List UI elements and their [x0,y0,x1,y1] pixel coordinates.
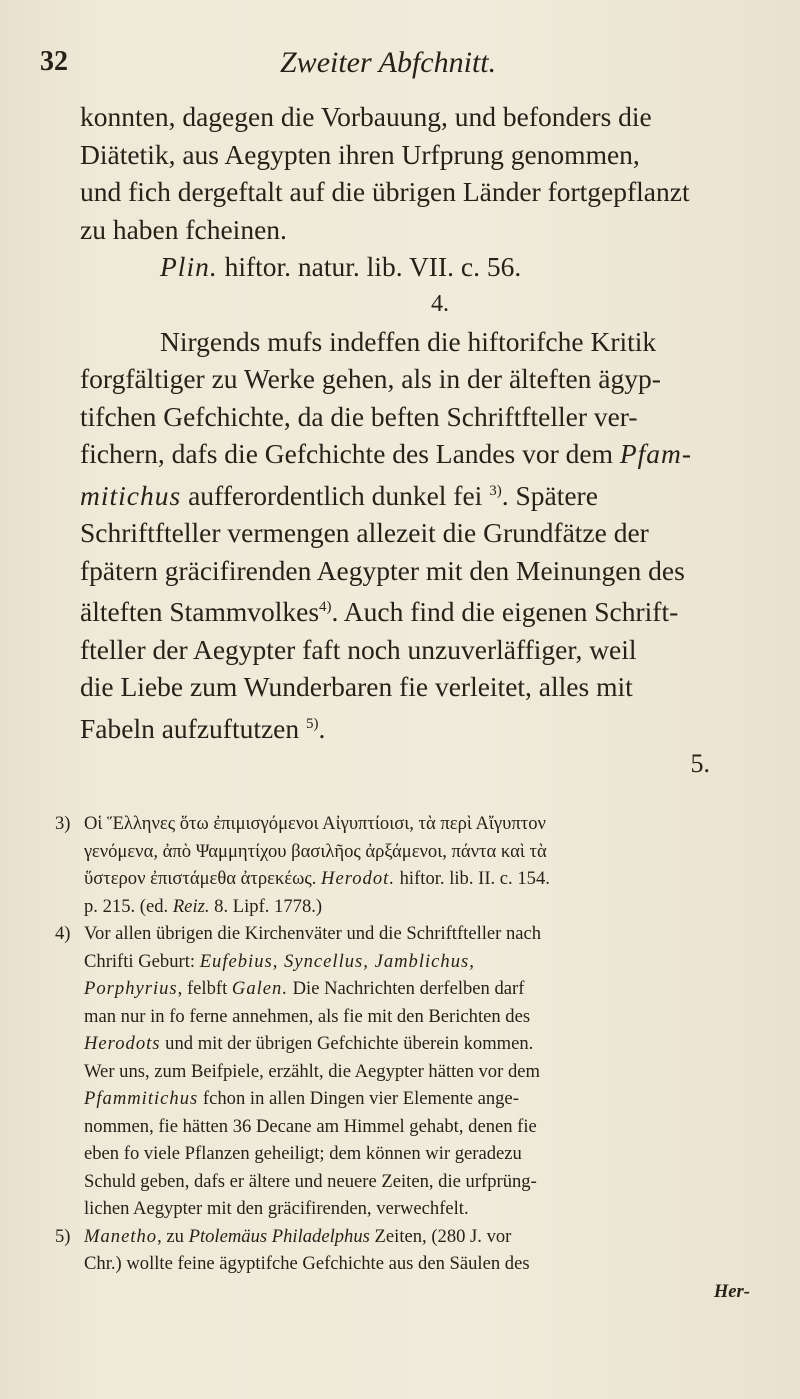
person-name: Pfammitichus [84,1088,199,1109]
text-line [80,473,760,515]
person-name: Ptolemäus Philadelphus [188,1225,370,1247]
text-span: . Spätere [501,479,598,511]
text-span: hiftor. lib. II. c. 154. [394,868,550,889]
text-line: Nirgends mufs indeffen die hiftorifche Kritik [160,325,657,357]
text-span: Vor allen übrigen die Kirchenväter und die Schriftfteller nach [84,923,542,944]
section-number-5: 5. [690,749,710,779]
footnote-3-line [55,810,765,838]
text-span: , zu [157,1225,189,1247]
footnote-ref-4: 4) [319,599,332,616]
footnote-4-line [55,1085,765,1113]
footnote-5-line [55,1223,765,1251]
text-span: . [318,712,326,744]
citation-rest: hiftor. natur. lib. VII. c. 56. [217,251,522,282]
author-names: Eufebius, Syncellus, Jamblichus, [199,950,475,972]
text-span: fichern, dafs die Gefchichte des Landes vor dem [80,438,620,469]
section-number-4: 4. [431,290,449,317]
footnote-label: 3) [55,813,71,834]
running-head: Zweiter Abfchnitt. [280,46,497,79]
text-span: p. 215. (ed. [84,895,173,917]
greek-text: ὕστερον ἐπιστάμεθα ἀτρεκέως. [84,868,322,889]
footnote-label: 5) [55,1225,71,1247]
text-span: fchon in allen Dingen vier Elemente ange- [198,1088,519,1109]
page-number: 32 [40,46,68,77]
page-header [40,46,760,86]
footnote-4-line [55,1030,765,1058]
text-span: Chrifti Geburt: [84,950,200,972]
footnote-3-line [55,865,765,893]
editor-name: Reiz. [172,895,210,917]
source-author: Herodot. [321,868,395,889]
text-span: aufferordentlich dunkel fei [181,479,490,511]
text-line: und fich dergeftalt auf die übrigen Länder fortgepflanzt [80,176,690,207]
text-span: , felbft [177,978,232,999]
footnote-4-line: lichen Aegypter mit den gräcifirenden, verwechfelt. [84,1198,469,1219]
text-line [80,706,760,748]
footnote-ref-3: 3) [489,482,502,499]
text-line: fteller der Aegypter faft noch unzuverläffiger, weil [80,633,637,665]
footnote-3-line: γενόμενα, ἀπὸ Ψαμμητίχου βασιλῆος ἀρξάμενοι, πάντα καὶ τὰ [84,840,547,862]
footnote-4-line: nommen, fie hätten 36 Decane am Himmel gehabt, denen fie [84,1115,537,1137]
text-span: Fabeln aufzuftutzen [80,712,307,744]
footnote-4-line: Wer uns, zum Beifpiele, erzählt, die Aegypter hätten vor dem [84,1060,540,1082]
footnote-4-line [55,920,765,948]
citation-line [80,248,760,286]
text-span: 8. Lipf. 1778.) [209,895,323,917]
footnote-3-line [55,893,765,921]
citation-author: Plin. [160,251,218,282]
footnote-4-line [55,975,765,1003]
author-name: Porphyrius [84,978,178,999]
text-span: Zeiten, (280 J. vor [369,1225,512,1247]
text-span: und mit der übrigen Gefchichte überein kommen. [160,1033,534,1054]
footnotes [55,810,765,1305]
main-text [80,98,760,781]
text-line [80,435,760,473]
author-name: Galen. [231,978,288,999]
footnote-label: 4) [55,923,71,944]
footnote-4-line: Schuld geben, dafs er ältere und neuere Zeiten, die urfprüng- [84,1170,537,1192]
footnote-4-line: eben fo viele Pflanzen geheiligt; dem können wir geradezu [84,1143,522,1164]
person-name: mitichus [80,479,182,511]
footnote-4-line [55,948,765,976]
catchword: Her- [713,1280,750,1302]
text-span: . Auch find die eigenen Schrift- [331,596,679,628]
text-line: die Liebe zum Wunderbaren fie verleitet, alles mit [80,671,633,703]
footnote-4-line: man nur in fo ferne annehmen, als fie mit den Berichten des [84,1005,531,1027]
text-line: fpätern gräcifirenden Aegypter mit den Meinungen des [80,554,685,586]
text-line: konnten, dagegen die Vorbauung, und befonders die [80,101,652,132]
text-line [80,589,760,631]
footnote-5-line: Chr.) wollte feine ägyptifche Gefchichte aus den Säulen des [84,1253,530,1274]
text-line: zu haben fcheinen. [80,213,287,245]
text-span: älteften Stammvolkes [80,596,320,628]
text-line: tifchen Gefchichte, da die beften Schriftfteller ver- [80,400,638,432]
greek-text: Οἱ Ἕλληνες ὅτω ἐπιμισγόμενοι Αἰγυπτίοισι, τὰ περὶ Αἴγυπτον [84,813,546,834]
text-line: Diätetik, aus Aegypten ihren Urfprung genommen, [80,138,640,170]
text-line: forgfältiger zu Werke gehen, als in der älteften ägyp- [80,363,661,394]
text-line: Schriftfteller vermengen allezeit die Grundfätze der [80,517,649,549]
text-span: Die Nachrichten derfelben darf [287,978,525,999]
footnote-ref-5: 5) [306,715,319,732]
author-name: Herodots [84,1033,161,1054]
author-name: Manetho [84,1225,158,1247]
person-name: Pfam- [619,438,693,469]
